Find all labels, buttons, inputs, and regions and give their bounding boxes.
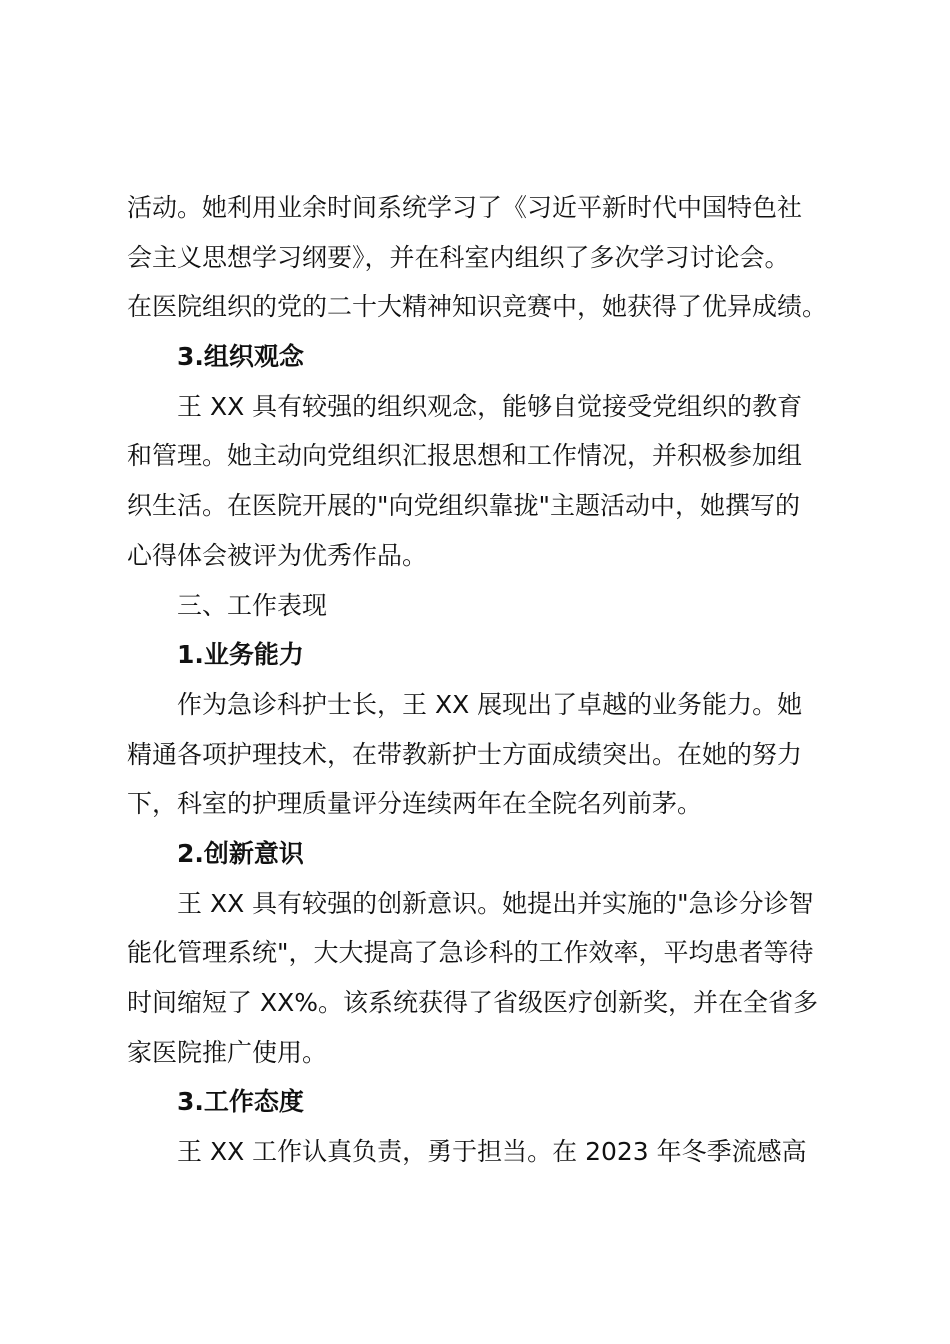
paragraph-line: 下，科室的护理质量评分连续两年在全院名列前茅。 xyxy=(127,789,703,819)
section-heading: 2.创新意识 xyxy=(177,838,304,868)
paragraph-line: 和管理。她主动向党组织汇报思想和工作情况，并积极参加组 xyxy=(127,441,803,471)
paragraph-line: 心得体会被评为优秀作品。 xyxy=(127,540,428,570)
paragraph-line: 在医院组织的党的二十大精神知识竞赛中，她获得了优异成绩。 xyxy=(127,292,828,322)
document-body xyxy=(127,183,833,1177)
paragraph-line: 作为急诊科护士长，王 XX 展现出了卓越的业务能力。她 xyxy=(177,689,803,719)
paragraph-line: 活动。她利用业余时间系统学习了《习近平新时代中国特色社 xyxy=(127,193,803,222)
section-heading: 1.业务能力 xyxy=(177,640,304,670)
paragraph-line: 家医院推广使用。 xyxy=(127,1037,328,1067)
chapter-heading: 三、工作表现 xyxy=(177,590,328,620)
section-heading: 3.工作态度 xyxy=(177,1087,304,1117)
paragraph-line: 时间缩短了 XX%。该系统获得了省级医疗创新奖，并在全省多 xyxy=(127,988,818,1017)
paragraph-line: 织生活。在医院开展的"向党组织靠拢"主题活动中，她撰写的 xyxy=(127,491,801,521)
section-heading: 3.组织观念 xyxy=(177,342,304,372)
paragraph-line: 王 XX 工作认真负责，勇于担当。在 2023 年冬季流感高 xyxy=(177,1137,807,1167)
paragraph-line: 能化管理系统"，大大提高了急诊科的工作效率，平均患者等待 xyxy=(127,938,814,968)
paragraph-line: 会主义思想学习纲要》，并在科室内组织了多次学习讨论会。 xyxy=(127,242,790,272)
paragraph-line: 精通各项护理技术，在带教新护士方面成绩突出。在她的努力 xyxy=(127,739,803,769)
paragraph-line: 王 XX 具有较强的组织观念，能够自觉接受党组织的教育 xyxy=(177,391,803,421)
paragraph-line: 王 XX 具有较强的创新意识。她提出并实施的"急诊分诊智 xyxy=(177,888,814,918)
